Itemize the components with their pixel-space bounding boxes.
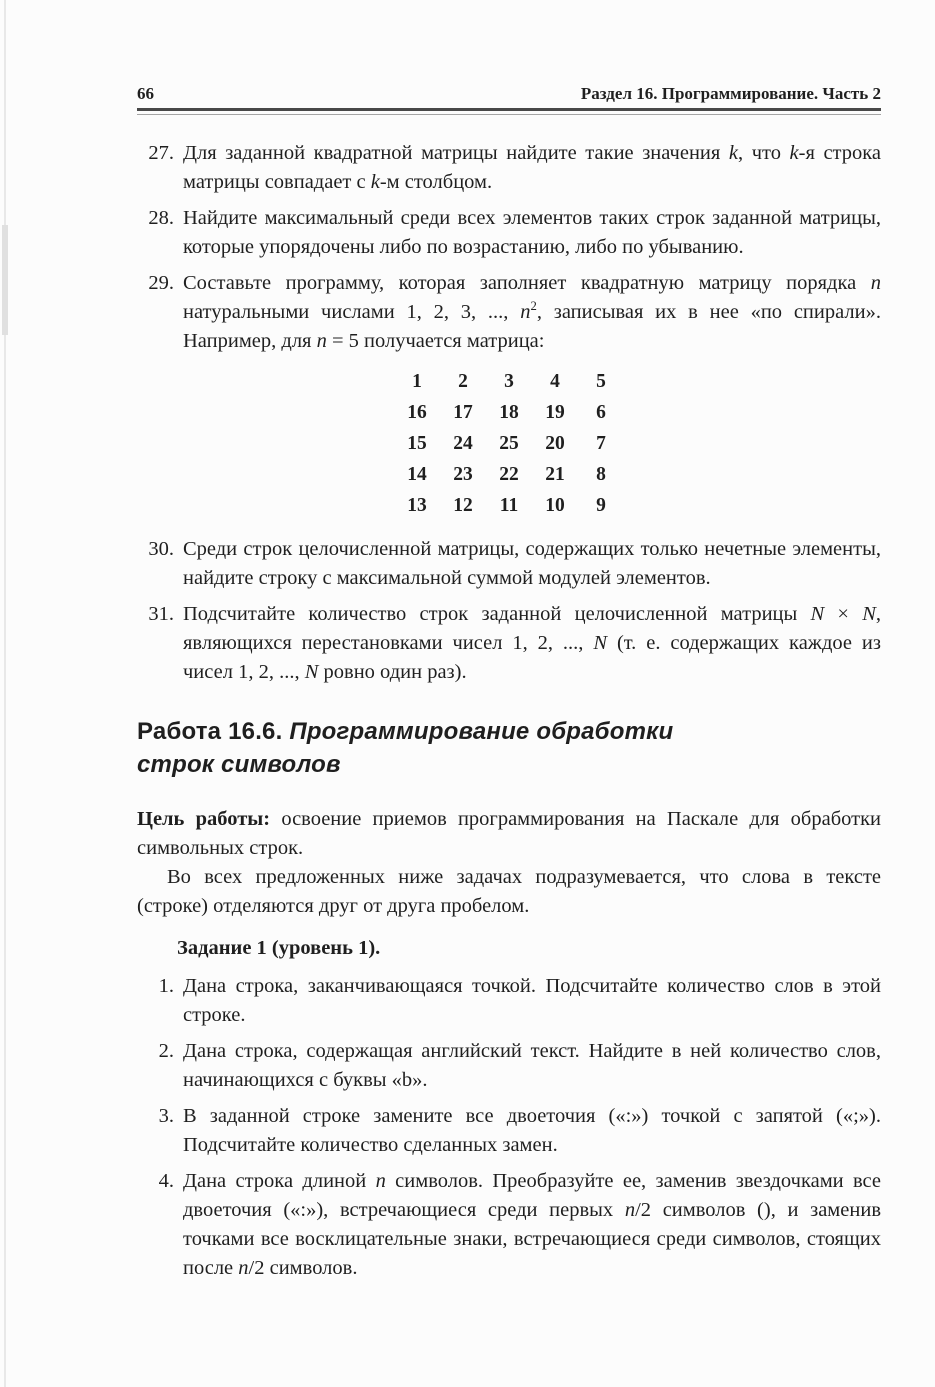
matrix-cell: 18 <box>499 402 519 423</box>
matrix-cell: 22 <box>499 464 519 485</box>
matrix-cell: 13 <box>407 495 427 516</box>
matrix-cell: 14 <box>407 464 427 485</box>
matrix-cell: 11 <box>499 495 519 516</box>
matrix-cell: 16 <box>407 402 427 423</box>
task-number: 3. <box>158 1105 174 1128</box>
header-rule <box>137 108 881 115</box>
task-number: 1. <box>158 975 174 998</box>
matrix-cell: 25 <box>499 433 519 454</box>
task-text: В заданной строке замените все двоеточия («:») точкой с запятой («;»). Подсчитайте количество сделанных замен. <box>183 1105 881 1157</box>
task-item-29 <box>137 269 881 356</box>
section-title-line1: Программирование обработки <box>289 718 674 745</box>
note-paragraph: Во всех предложенных ниже задачах подразумевается, что слова в тексте (строке) отделяются друг от друга пробелом. <box>137 866 881 918</box>
string-task-list <box>137 972 881 1283</box>
goal-label: Цель работы: <box>137 808 271 831</box>
matrix-row <box>394 366 624 397</box>
matrix-cell: 1 <box>412 371 422 392</box>
matrix-cell: 10 <box>545 495 565 516</box>
task-text: Дана строка, заканчивающаяся точкой. Подсчитайте количество слов в этой строке. <box>183 975 881 1027</box>
matrix-cell: 4 <box>550 371 560 392</box>
matrix-cell: 9 <box>596 495 606 516</box>
matrix-row <box>394 459 624 490</box>
task-text: Дана строка, содержащая английский текст. Найдите в ней количество слов, начинающихся с буквы «b». <box>183 1040 881 1092</box>
task-item-28 <box>137 204 881 262</box>
page-number: 66 <box>137 84 154 103</box>
task-text: Дана строка длиной n символов. Преобразуйте ее, заменив звездочками все двоеточия («:»), встречающиеся среди первых n/2 символов (), и заменив точками все восклицательные знаки, встречающиеся среди символов, стоящих после n/2 символов. <box>183 1170 881 1280</box>
task-text: Среди строк целочисленной матрицы, содержащих только нечетные элементы, найдите строку с максимальной суммой модулей элементов. <box>183 538 881 589</box>
task-number: 4. <box>158 1170 174 1193</box>
section-heading <box>137 715 881 781</box>
matrix-cell: 17 <box>453 402 473 423</box>
task-number: 27. <box>148 142 174 164</box>
matrix-cell: 23 <box>453 464 473 485</box>
scan-binding-edge <box>4 0 6 1387</box>
task-number: 2. <box>158 1040 174 1063</box>
task-number: 28. <box>148 207 174 229</box>
task-item-4 <box>137 1167 881 1283</box>
matrix-cell: 21 <box>545 464 565 485</box>
task-text: Для заданной квадратной матрицы найдите такие значения k, что k-я строка матрицы совпадает с k-м столбцом. <box>183 142 882 193</box>
task-item-30 <box>137 535 881 593</box>
matrix-row <box>394 428 624 459</box>
assignment-heading: Задание 1 (уровень 1). <box>177 937 381 960</box>
matrix-cell: 20 <box>545 433 565 454</box>
task-item-2 <box>137 1037 881 1095</box>
task-number: 29. <box>148 272 174 294</box>
page-content <box>137 84 881 1290</box>
matrix-cell: 3 <box>504 371 514 392</box>
running-header: Раздел 16. Программирование. Часть 2 <box>580 84 881 103</box>
matrix-cell: 2 <box>458 371 468 392</box>
task-text: Составьте программу, которая заполняет квадратную матрицу порядка n натуральными числами 1, 2, 3, ..., $n^2$, записывая их в нее «по спирали». Например, для n = 5 получается матрица: <box>183 272 881 352</box>
task-item-31 <box>137 600 881 687</box>
task-item-27 <box>137 139 881 197</box>
scan-smudge <box>2 225 8 335</box>
matrix-cell: 24 <box>453 433 473 454</box>
task-item-3 <box>137 1102 881 1160</box>
matrix-cell: 8 <box>596 464 606 485</box>
section-title-line2: строк символов <box>137 751 341 779</box>
matrix-row <box>394 397 624 428</box>
goal-paragraph <box>137 805 881 863</box>
section-label: Работа 16.6. <box>137 718 283 745</box>
task-text: Найдите максимальный среди всех элементов таких строк заданной матрицы, которые упорядочены либо по возрастанию, либо по убыванию. <box>183 207 881 258</box>
task-number: 31. <box>148 603 174 625</box>
task-item-1 <box>137 972 881 1030</box>
goal-text: освоение приемов программирования на Паскале для обработки символьных строк. <box>137 808 882 860</box>
matrix-row <box>394 490 624 521</box>
matrix-cell: 5 <box>596 371 606 392</box>
matrix-cell: 7 <box>596 433 606 454</box>
matrix-cell: 12 <box>453 495 473 516</box>
spiral-matrix <box>394 366 624 521</box>
page-header <box>137 84 881 104</box>
task-number: 30. <box>148 538 174 560</box>
matrix-task-list <box>137 139 881 687</box>
matrix-cell: 6 <box>596 402 606 423</box>
matrix-cell: 19 <box>545 402 565 423</box>
matrix-cell: 15 <box>407 433 427 454</box>
task-text: Подсчитайте количество строк заданной целочисленной матрицы N × N, являющихся перестановками чисел 1, 2, ..., N (т. е. содержащих каждое из чисел 1, 2, ..., N ровно один раз). <box>183 603 881 683</box>
